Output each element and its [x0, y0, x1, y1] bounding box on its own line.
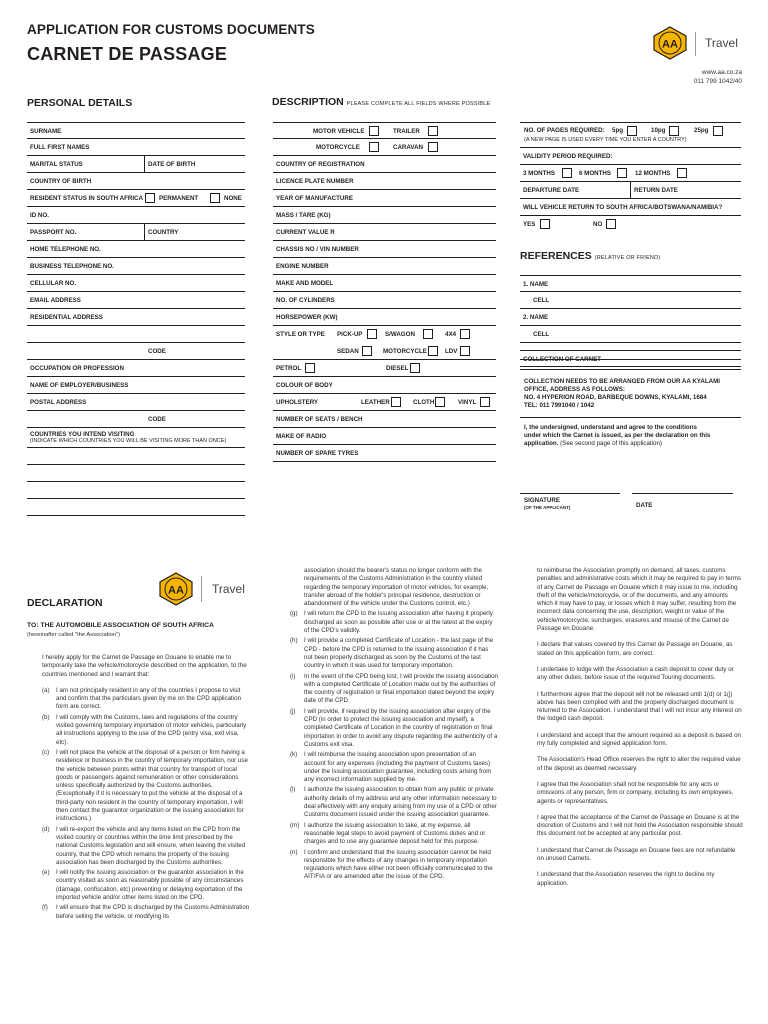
phone: 011 799 1042/40 — [693, 78, 742, 85]
engine-row[interactable] — [273, 258, 496, 275]
clause-key: (b) — [42, 713, 50, 721]
radio-label: MAKE OF RADIO — [276, 433, 327, 440]
divider — [144, 156, 145, 172]
personal-details-title: PERSONAL DETAILS — [27, 97, 133, 109]
collection-text-1: COLLECTION NEEDS TO BE ARRANGED FROM OUR AA KYALAMI — [524, 378, 720, 385]
clause-text: I confirm and understand that the issuing association cannot be held responsible for the effects of any changes in temporary importation regulations which have either not been officially communicated to the AIT/FIA or are amended after the issue of the CPD. — [304, 848, 493, 881]
yes-label: YES — [523, 221, 536, 228]
postal-address-label: POSTAL ADDRESS — [30, 399, 87, 406]
email-row[interactable] — [27, 292, 245, 309]
colour-body-label: COLOUR OF BODY — [276, 382, 333, 389]
declaration-clause — [290, 637, 498, 670]
5pg-label: 5pg — [612, 127, 624, 134]
motorcycle-checkbox[interactable] — [369, 142, 379, 152]
country-registration-label: COUNTRY OF REGISTRATION — [276, 161, 365, 168]
undersigned-statement — [524, 424, 744, 448]
aa-badge-icon — [653, 26, 687, 60]
id-no-label: ID NO. — [30, 212, 49, 219]
validity-options-row — [520, 165, 741, 182]
clause-text: In the event of the CPD being lost, I will provide the issuing association with a completed Certificate of Location made out by the authorities of the country of registration or final importation dated beyond the expiry date of the CPD. — [304, 672, 498, 705]
collection-row — [520, 350, 741, 367]
vinyl-label: VINYL — [458, 399, 477, 406]
clause-text: I will re-export the vehicle and any items listed on the CPD from the visited country or countries within the time limit prescribed by the national Customs legislation and will ensure, when leaving the visited country, that the CPD which remains the property of the issuing association has been discharged by the Customs authorities. — [56, 825, 246, 866]
10pg-checkbox[interactable] — [669, 126, 679, 136]
yes-checkbox[interactable] — [540, 219, 550, 229]
clause-key: (e) — [42, 869, 50, 877]
declaration-clause — [290, 610, 498, 635]
employer-label: NAME OF EMPLOYER/BUSINESS — [30, 382, 129, 389]
ldv-checkbox[interactable] — [460, 346, 470, 356]
svg-text:AA: AA — [168, 584, 184, 597]
logo-travel-text: Travel — [705, 36, 738, 50]
swagon-checkbox[interactable] — [423, 329, 433, 339]
diesel-checkbox[interactable] — [410, 363, 420, 373]
radio-row[interactable] — [273, 428, 496, 445]
clause-key: (h) — [290, 637, 298, 645]
aa-badge-icon — [159, 572, 193, 606]
declaration-clause — [290, 822, 498, 847]
declaration-paragraph: I declare that values covered by this Carnet de Passage en Douane, as stated on this application form, are correct. — [537, 641, 733, 657]
undersigned-note: (See second page of this application) — [560, 440, 662, 447]
declaration-paragraph: I understand and accept that the amount required as a deposit is based on my fully completed and signed application form. — [537, 731, 741, 748]
logo-divider — [201, 576, 202, 602]
signature-label — [524, 497, 570, 510]
no-label: NO — [593, 221, 603, 228]
sedan-label: SEDAN — [337, 348, 359, 355]
trailer-label: TRAILER — [393, 128, 420, 135]
date-of-birth-label: DATE OF BIRTH — [148, 161, 196, 168]
3-months-checkbox[interactable] — [562, 168, 572, 178]
website: www.aa.co.za — [701, 69, 742, 76]
4x4-checkbox[interactable] — [460, 329, 470, 339]
upholstery-label: UPHOLSTERY — [276, 399, 319, 406]
resident-status-row — [27, 190, 245, 207]
postal-code-label: CODE — [148, 416, 166, 423]
permanent-label: PERMANENT — [159, 195, 199, 202]
declaration-paragraph: I furthermore agree that the deposit will not be released until 1(d) or 1(j) above has been complied with and the properly discharged document is returned to the Association. I understand that I will not incur any interest on the lodged cash deposit. — [537, 690, 742, 723]
reference-2-cell-label: CELL — [533, 331, 550, 338]
sedan-checkbox[interactable] — [362, 346, 372, 356]
year-manufacture-label: YEAR OF MANUFACTURE — [276, 195, 353, 202]
clause-key: (l) — [290, 786, 296, 794]
leather-label: LEATHER — [361, 399, 390, 406]
passport-country-label: COUNTRY — [148, 229, 179, 236]
countries-visiting-row[interactable] — [27, 428, 245, 448]
cellular-label: CELLULAR NO. — [30, 280, 77, 287]
vehicle-type-row-2 — [273, 139, 496, 156]
clause-text: I will provide, if required by the issuing association after expiry of the CPD (in order to protect the issuing association and myself), a completed Certificate of Location in the country of registration or final importation in order to avoid any dispute regarding the authenticity of a Customs exit visa. — [304, 707, 498, 748]
clause-text: I am not principally resident in any of the countries I propose to visit and confirm that the particulars given by me on the CPD application form are correct. — [56, 686, 242, 711]
petrol-checkbox[interactable] — [305, 363, 315, 373]
spare-tyres-row[interactable] — [273, 445, 496, 462]
aa-travel-logo — [653, 26, 763, 66]
references-title — [520, 250, 660, 262]
undersigned-text-3: application. — [524, 440, 559, 447]
full-first-names-label: FULL FIRST NAMES — [30, 144, 90, 151]
references-title-text: REFERENCES — [520, 250, 592, 262]
leather-checkbox[interactable] — [391, 397, 401, 407]
declaration-clause — [290, 751, 498, 784]
chassis-row[interactable] — [273, 241, 496, 258]
countries-line-2[interactable] — [27, 465, 245, 482]
countries-line-1[interactable] — [27, 448, 245, 465]
description-title-text: DESCRIPTION — [272, 96, 344, 108]
swagon-label: S/WAGON — [385, 331, 415, 338]
validity-label: VALIDITY PERIOD REQUIRED: — [523, 153, 613, 160]
style-type-label: STYLE OR TYPE — [276, 331, 325, 338]
personal-details-section — [27, 122, 245, 522]
4x4-label: 4X4 — [445, 331, 457, 338]
clause-text: I will not place the vehicle at the disposal of a person or firm having a residence or business in the country of temporary importation, nor use the vehicle between points within that country for transport of local goods or passengers against remuneration or other considerations unless specifically authorized by the Customs authorities. (Exceptionally if it is necessary to put the vehicle at the disposal of a third-party non resident in the country of temporary importation, I will then contact the guarantor organization or the issuing association for instructions.) — [56, 748, 248, 823]
declaration-items-1 — [42, 687, 252, 921]
collection-text-3: NO. 4 HYPERION ROAD, BARBEQUE DOWNS, KYALAMI, 1684 — [524, 394, 707, 401]
countries-visiting-text: COUNTRIES YOU INTEND VISITING — [30, 431, 135, 438]
reference-2-name-label: 2. NAME — [523, 314, 549, 321]
declaration-items-2 — [290, 610, 498, 881]
trailer-checkbox[interactable] — [428, 126, 438, 136]
petrol-label: PETROL — [276, 365, 302, 372]
mass-tare-row[interactable] — [273, 207, 496, 224]
marital-status-row — [27, 156, 245, 173]
clause-key: (a) — [42, 686, 50, 694]
25pg-checkbox[interactable] — [713, 126, 723, 136]
residential-address-row[interactable] — [27, 309, 245, 326]
clause-text: I will ensure that the CPD is discharged by the Customs Administration before selling the vehicle, or modifying its — [56, 904, 250, 920]
country-of-birth-label: COUNTRY OF BIRTH — [30, 178, 92, 185]
reference-2-cell-row[interactable] — [520, 326, 741, 343]
declaration-clause — [290, 786, 498, 819]
undersigned-text-2: under which the Carnet is issued, as per the declaration on this — [524, 432, 711, 439]
clause-key: (m) — [290, 821, 300, 829]
motorcycle-label: MOTORCYCLE — [316, 144, 360, 151]
declaration-clause — [290, 849, 498, 882]
declaration-paragraphs-3 — [537, 567, 744, 888]
date-line[interactable] — [632, 493, 733, 494]
declaration-clause — [42, 749, 252, 824]
pages-required-row — [520, 122, 741, 148]
employer-row[interactable] — [27, 377, 245, 394]
description-title — [272, 96, 490, 108]
horsepower-label: HORSEPOWER (KW) — [276, 314, 338, 321]
reference-1-name-label: 1. NAME — [523, 281, 549, 288]
declaration-paragraph: The Association's Head Office reserves the right to alter the required value of the deposit as deemed necessary. — [537, 756, 741, 772]
resident-status-label: RESIDENT STATUS IN SOUTH AFRICA — [30, 195, 143, 202]
style-motorcycle-label: MOTORCYCLE — [383, 348, 427, 355]
occupation-row[interactable] — [27, 360, 245, 377]
declaration-clause — [290, 673, 498, 706]
12-months-label: 12 MONTHS — [635, 170, 671, 177]
countries-line-3[interactable] — [27, 482, 245, 499]
clause-key: (f) — [42, 904, 48, 912]
declaration-herein: (hereinafter called "the Association") — [27, 632, 121, 638]
cloth-checkbox[interactable] — [435, 397, 445, 407]
licence-plate-label: LICENCE PLATE NUMBER — [276, 178, 354, 185]
collection-text-2: OFFICE, ADDRESS AS FOLLOWS: — [524, 386, 625, 393]
divider — [630, 182, 631, 198]
validity-row — [520, 148, 741, 165]
current-value-row[interactable] — [273, 224, 496, 241]
clause-key: (d) — [42, 825, 50, 833]
year-manufacture-row[interactable] — [273, 190, 496, 207]
svg-text:AA: AA — [662, 38, 678, 51]
upholstery-row — [273, 394, 496, 411]
spare-tyres-label: NUMBER OF SPARE TYRES — [276, 450, 359, 457]
clause-key: (n) — [290, 848, 298, 856]
caravan-checkbox[interactable] — [428, 142, 438, 152]
will-return-label: WILL VEHICLE RETURN TO SOUTH AFRICA/BOTSWANA/NAMIBIA? — [523, 204, 723, 211]
form-subtitle: CARNET DE PASSAGE — [27, 44, 228, 64]
residential-code-row[interactable] — [27, 343, 245, 360]
licence-plate-row[interactable] — [273, 173, 496, 190]
vehicle-type-row-1 — [273, 122, 496, 139]
aa-travel-logo-declaration — [159, 572, 259, 612]
5pg-checkbox[interactable] — [627, 126, 637, 136]
clause-text: I will return the CPD to the issuing association after having it properly discharged as soon as possible after use or at the latest at the expiry of the CPD's validity. — [304, 610, 493, 635]
declaration-paragraph: I understand that Carnet de Passage en Douane fees are not refundable on unused Carnets. — [537, 846, 736, 863]
make-model-label: MAKE AND MODEL — [276, 280, 334, 287]
pages-note: (A NEW PAGE IS USED EVERY TIME YOU ENTER A COUNTRY) — [524, 137, 687, 143]
cylinders-label: NO. OF CYLINDERS — [276, 297, 335, 304]
reference-1-name-row[interactable] — [520, 275, 741, 292]
seats-label: NUMBER OF SEATS / BENCH — [276, 416, 363, 423]
description-section — [273, 122, 496, 462]
residential-address-line2[interactable] — [27, 326, 245, 343]
chassis-label: CHASSIS NO / VIN NUMBER — [276, 246, 359, 253]
declaration-paragraph: to reimburse the Association promptly on demand, all taxes, customs penalties and administrative costs which it may be required to pay in terms of any Carnet de Passage en Douane which it may issue to me, including theft of the vehicle/motorcycle, or of the documents, and any amounts which it may have to pay, or losses which it may suffer, resulting from the incorrect data concerning the use, description, weight or value of the vehicle/motorcycle, surcharges, erasures and misuse of the Carnet de Passage en Douane. — [537, 567, 741, 633]
logo-divider — [695, 32, 696, 56]
25pg-label: 25pg — [694, 127, 709, 134]
caravan-label: CARAVAN — [393, 144, 424, 151]
home-tel-label: HOME TELEPHONE NO. — [30, 246, 101, 253]
declaration-paragraph: I agree that the acceptance of the Carnet de Passage en Douane is at the discretion of Customs and I will not hold the Association responsible should this document not be accepted at any particular post. — [537, 813, 743, 838]
countries-visiting-label — [30, 431, 226, 445]
pages-required-label: NO. OF PAGES REQUIRED: — [524, 127, 605, 134]
id-no-row[interactable] — [27, 207, 245, 224]
collection-label: COLLECTION OF CARNET — [523, 356, 602, 363]
6-months-checkbox[interactable] — [617, 168, 627, 178]
motor-vehicle-label: MOTOR VEHICLE — [313, 128, 365, 135]
12-months-checkbox[interactable] — [677, 168, 687, 178]
dates-row — [520, 182, 741, 199]
postal-address-row[interactable] — [27, 394, 245, 411]
cellular-row[interactable] — [27, 275, 245, 292]
surname-row[interactable] — [27, 122, 245, 139]
departure-date-label: DEPARTURE DATE — [523, 187, 580, 194]
residential-code-label: CODE — [148, 348, 166, 355]
carnet-options-section — [520, 122, 741, 234]
declaration-clause — [42, 826, 252, 867]
clause-key: (g) — [290, 610, 298, 618]
contact-info — [694, 68, 742, 86]
description-subtitle: PLEASE COMPLETE ALL FIELDS WHERE POSSIBLE — [346, 101, 491, 107]
pickup-checkbox[interactable] — [367, 329, 377, 339]
declaration-column-2 — [290, 567, 498, 1022]
declaration-col2-lead: association should the bearer's status no longer conform with the requirements of the Customs Administration in the country visited regarding the temporary importation of motor vehicles, for example, transfer abroad of the holder's principal residence, destruction or abandonment of the vehicle under the Customs control, etc.) — [304, 567, 489, 608]
yes-no-row — [520, 216, 741, 234]
declaration-paragraph: I understand that the Association reserves the right to decline my application. — [537, 871, 715, 887]
cloth-label: CLOTH — [413, 399, 435, 406]
passport-row — [27, 224, 245, 241]
ldv-label: LDV — [445, 348, 458, 355]
business-tel-row[interactable] — [27, 258, 245, 275]
date-label: DATE — [636, 502, 653, 509]
current-value-label: CURRENT VALUE R — [276, 229, 335, 236]
permanent-checkbox[interactable] — [145, 193, 155, 203]
collection-text-4: TEL: 011 7991040 / 1042 — [524, 402, 595, 409]
6-months-label: 6 MONTHS — [579, 170, 611, 177]
signature-line[interactable] — [520, 493, 620, 494]
reference-2-name-row[interactable] — [520, 309, 741, 326]
reference-1-cell-row[interactable] — [520, 292, 741, 309]
mass-tare-label: MASS / TARE (KG) — [276, 212, 331, 219]
diesel-label: DIESEL — [386, 365, 409, 372]
clause-key: (k) — [290, 751, 298, 759]
colour-body-row[interactable] — [273, 377, 496, 394]
clause-key: (i) — [290, 672, 296, 680]
clause-text: I authorize the issuing association to take, at my expense, all reasonable legal steps to avoid payment of Customs duties and or charges and to use any guarantee deposit held for this purpose. — [304, 821, 486, 846]
declaration-clause — [42, 904, 252, 921]
declaration-paragraph: I undertake to lodge with the Association a cash deposit to cover duty or any other duties, before issue of the required Touring documents. — [537, 665, 734, 682]
horsepower-row[interactable] — [273, 309, 496, 326]
passport-no-label: PASSPORT NO. — [30, 229, 77, 236]
collection-section — [520, 350, 741, 374]
clause-text: I will comply with the Customs, laws and regulations of the country visited governing temporary importation of motor vehicles, particularly all instructions applying to the use of the CPD (entry visa, exit visa, etc). — [56, 713, 247, 746]
logo-travel-text: Travel — [212, 582, 245, 596]
countries-visiting-note: (INDICATE WHICH COUNTRIES YOU WILL BE VISITING MORE THAN ONCE) — [30, 438, 227, 444]
collection-details — [524, 378, 744, 410]
engine-label: ENGINE NUMBER — [276, 263, 329, 270]
clause-key: (c) — [42, 748, 50, 756]
none-label: NONE — [224, 195, 242, 202]
declaration-intro: I hereby apply for the Carnet de Passage en Douane to enable me to temporarily take the vehicle/motorcycle described on the application, to the countries mentioned and I warrant that: — [42, 654, 247, 678]
occupation-label: OCCUPATION OR PROFESSION — [30, 365, 124, 372]
clause-text: I will provide a completed Certificate of Location - the last page of the CPD - before the CPD is returned to the issuing association if it has not been properly discharged as soon by the Customs of the last country in which it was used for temporary importation. — [304, 637, 494, 670]
declaration-clause — [42, 714, 252, 747]
clause-text: I will notify the issuing association or the guarantor association in the country visited as soon as reasonably possible of any circumstances (damage, confiscation, etc) preventing or delaying exportation of the imported vehicle and/or other items listed on the CPD. — [56, 869, 244, 902]
clause-key: (j) — [290, 707, 296, 715]
cylinders-row[interactable] — [273, 292, 496, 309]
seats-row[interactable] — [273, 411, 496, 428]
residential-address-label: RESIDENTIAL ADDRESS — [30, 314, 103, 321]
reference-1-cell-label: CELL — [533, 297, 550, 304]
country-of-birth-row[interactable] — [27, 173, 245, 190]
declaration-clause — [42, 687, 252, 712]
declaration-clause — [42, 869, 252, 902]
undersigned-text-1: I, the undersigned, understand and agree to the conditions — [524, 424, 697, 431]
home-tel-row[interactable] — [27, 241, 245, 258]
clause-text: I authorize the issuing association to obtain from any public or private authority details of my address and any other information necessary to deal effectively with any enquiry arising from my use of a CPD or other Customs document issued under the issuing association guarantee. — [304, 786, 497, 819]
country-registration-row[interactable] — [273, 156, 496, 173]
declaration-title: DECLARATION — [27, 597, 103, 609]
3-months-label: 3 MONTHS — [523, 170, 555, 177]
form-title: APPLICATION FOR CUSTOMS DOCUMENTS — [27, 22, 315, 37]
postal-code-row[interactable] — [27, 411, 245, 428]
declaration-column-3 — [537, 567, 744, 1022]
references-note: (RELATIVE OR FRIEND) — [594, 255, 661, 261]
full-first-names-row[interactable] — [27, 139, 245, 156]
marital-status-label: MARITAL STATUS — [30, 161, 83, 168]
will-return-row — [520, 199, 741, 216]
style-type-row — [273, 326, 496, 360]
separator-line — [520, 417, 741, 418]
countries-line-4[interactable] — [27, 499, 245, 516]
none-checkbox[interactable] — [210, 193, 220, 203]
declaration-paragraph: I agree that the Association shall not be responsible for any acts or omissions of any person, firm or company, including its own employees, agents or representatives. — [537, 780, 734, 805]
declaration-to: TO: THE AUTOMOBILE ASSOCIATION OF SOUTH AFRICA — [27, 622, 214, 629]
no-checkbox[interactable] — [606, 219, 616, 229]
email-label: EMAIL ADDRESS — [30, 297, 81, 304]
make-model-row[interactable] — [273, 275, 496, 292]
business-tel-label: BUSINESS TELEPHONE NO. — [30, 263, 114, 270]
pickup-label: PICK-UP — [337, 331, 363, 338]
vinyl-checkbox[interactable] — [480, 397, 490, 407]
signature-text: SIGNATURE — [524, 497, 560, 504]
10pg-label: 10pg — [651, 127, 666, 134]
return-date-label: RETURN DATE — [634, 187, 678, 194]
surname-label: SURNAME — [30, 128, 62, 135]
declaration-clause — [290, 708, 498, 749]
signature-note: (OF THE APPLICANT) — [524, 505, 571, 510]
clause-text: I will reimburse the issuing association upon presentation of an account for any expenses (including the payment of Customs taxes) under the issuing association guarantee, including costs arising from any incorrect information supplied by me. — [304, 751, 492, 784]
style-motorcycle-checkbox[interactable] — [428, 346, 438, 356]
divider — [144, 224, 145, 240]
motor-vehicle-checkbox[interactable] — [369, 126, 379, 136]
declaration-column-1 — [42, 654, 252, 1024]
fuel-row — [273, 360, 496, 377]
